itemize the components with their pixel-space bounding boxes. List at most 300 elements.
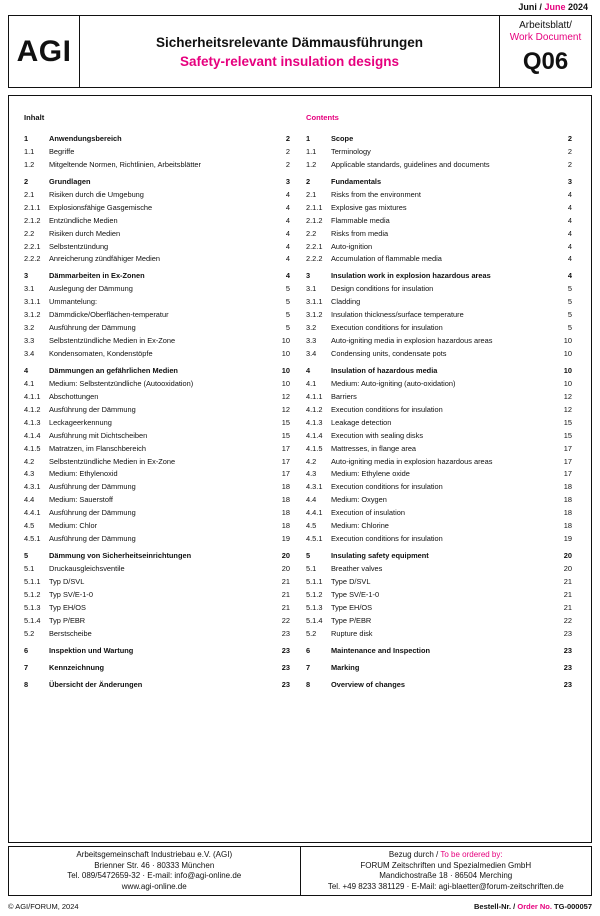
toc-section-row (306, 365, 572, 378)
toc-title: Breather valves (331, 564, 383, 573)
toc-number: 4.4 (24, 495, 35, 505)
toc-title: Execution with sealing disks (331, 430, 424, 440)
toc-subsection-row (306, 468, 572, 481)
toc-number: 2.1.1 (306, 202, 323, 212)
toc-number: 1.2 (306, 159, 317, 169)
footer-agi-line: Brienner Str. 46 · 80333 München (94, 860, 215, 870)
toc-page: 5 (285, 284, 290, 294)
toc-page: 21 (281, 576, 290, 586)
toc-number: 4.1.4 (24, 430, 41, 440)
toc-page: 21 (563, 602, 572, 612)
toc-section-row (306, 176, 572, 189)
toc-page: 4 (567, 271, 572, 281)
toc-subsection-row (306, 378, 572, 391)
toc-title: Type P/EBR (331, 615, 372, 625)
toc-subsection-row (24, 533, 290, 546)
toc-subsection-row (306, 189, 572, 202)
toc-page: 10 (563, 349, 572, 358)
toc-title: Matratzen, im Flanschbereich (49, 443, 146, 453)
toc-title: Ausführung der Dämmung (49, 323, 136, 333)
document-header (8, 15, 592, 88)
toc-subsection-row (306, 533, 572, 546)
toc-title: Ausführung der Dämmung (49, 482, 136, 492)
toc-title: Design conditions for insulation (331, 284, 434, 294)
toc-number: 8 (24, 679, 29, 689)
toc-title: Selbstentzündliche Medien in Ex-Zone (49, 336, 176, 346)
toc-number: 4.1 (306, 378, 317, 388)
toc-number: 4.1.1 (306, 391, 323, 401)
toc-page: 4 (285, 202, 290, 212)
publisher-footer (8, 846, 592, 896)
toc-subsection-row (306, 520, 572, 533)
toc-page: 5 (567, 323, 572, 333)
toc-subsection-row (24, 215, 290, 228)
toc-page: 21 (281, 589, 290, 599)
toc-page: 18 (281, 495, 290, 505)
toc-page: 4 (285, 189, 290, 199)
toc-number: 3.1.2 (306, 310, 323, 320)
toc-title: Applicable standards, guidelines and documents (331, 159, 490, 169)
toc-number: 5.1.4 (306, 615, 323, 625)
footer-order-address (300, 847, 592, 895)
toc-number: 4.4 (306, 495, 317, 505)
toc-page: 12 (281, 404, 290, 414)
toc-section-row (24, 365, 290, 378)
toc-title: Selbstentzündung (49, 241, 109, 251)
toc-title: Medium: Selbstentzündliche (Autooxidation) (49, 378, 194, 388)
toc-number: 8 (306, 679, 311, 689)
toc-number: 5.1.2 (24, 589, 41, 599)
toc-english (306, 113, 572, 691)
toc-subsection-row (24, 628, 290, 641)
toc-title: Risks from the environment (331, 189, 421, 199)
toc-subsection-row (24, 159, 290, 172)
toc-title: Dämmung von Sicherheitseinrichtungen (49, 551, 192, 561)
toc-title: Overview of changes (331, 679, 405, 689)
toc-subsection-row (306, 391, 572, 404)
toc-number: 2.1.2 (306, 215, 323, 225)
footer-agi-line: Tel. 089/5472659-32 · E-mail: info@agi-online.de (67, 871, 242, 880)
toc-subsection-row (24, 494, 290, 507)
toc-page: 10 (281, 365, 290, 375)
order-title-sep: / (433, 850, 441, 859)
toc-subsection-row (306, 228, 572, 241)
toc-title: Barriers (331, 391, 357, 401)
toc-title: Begriffe (49, 146, 75, 156)
toc-number: 3.3 (24, 336, 35, 346)
toc-section-row (24, 176, 290, 189)
toc-subsection-row (24, 468, 290, 481)
toc-number: 4 (306, 365, 311, 375)
toc-page: 4 (567, 241, 572, 251)
toc-title: Abschottungen (49, 391, 99, 401)
toc-subsection-row (24, 563, 290, 576)
toc-page: 2 (567, 146, 572, 156)
toc-title: Execution of insulation (331, 508, 405, 518)
toc-subsection-row (306, 615, 572, 628)
toc-subsection-row (24, 309, 290, 322)
toc-title: Auto-igniting media in explosion hazardous areas (331, 336, 493, 346)
toc-page: 19 (563, 534, 572, 544)
toc-number: 3.1.1 (306, 297, 323, 307)
toc-number: 4.1 (24, 378, 35, 388)
toc-subsection-row (24, 189, 290, 202)
toc-title: Execution conditions for insulation (331, 404, 443, 414)
toc-page: 23 (563, 628, 572, 638)
toc-number: 2.1 (306, 189, 317, 199)
toc-title: Dämmungen an gefährlichen Medien (49, 365, 178, 375)
toc-number: 2.2 (306, 228, 317, 238)
toc-number: 3 (24, 271, 29, 281)
toc-page: 15 (281, 430, 290, 440)
issue-month-de: Juni (518, 2, 537, 12)
toc-page: 23 (281, 628, 290, 638)
toc-number: 2.1.2 (24, 215, 41, 225)
toc-title: Typ P/EBR (49, 615, 86, 625)
toc-subsection-row (306, 456, 572, 469)
toc-title: Mattresses, in flange area (331, 443, 417, 453)
toc-section-row (306, 662, 572, 675)
toc-page: 5 (285, 297, 290, 307)
title-german: Sicherheitsrelevante Dämmausführungen (155, 34, 424, 50)
toc-page: 4 (567, 254, 572, 264)
toc-number: 4.5 (306, 521, 317, 531)
toc-subsection-row (24, 202, 290, 215)
toc-title: Execution conditions for insulation (331, 482, 443, 492)
toc-page: 2 (567, 134, 572, 143)
toc-number: 5.1.1 (306, 576, 323, 586)
toc-title: Entzündliche Medien (49, 215, 118, 225)
order-title-de: Bezug durch (388, 850, 434, 859)
toc-title: Type EH/OS (331, 602, 373, 612)
issue-date (518, 2, 588, 12)
toc-number: 6 (24, 645, 29, 655)
toc-subsection-row (24, 404, 290, 417)
toc-section-row (306, 133, 572, 146)
toc-title: Kondensomaten, Kondenstöpfe (49, 349, 153, 358)
toc-page: 4 (567, 202, 572, 212)
toc-number: 4 (24, 365, 29, 375)
toc-page: 18 (281, 482, 290, 492)
toc-subsection-row (306, 443, 572, 456)
toc-number: 2.2 (24, 228, 35, 238)
toc-section-row (306, 645, 572, 658)
toc-number: 4.4.1 (306, 508, 323, 518)
toc-title: Dämmdicke/Oberflächen-temperatur (49, 310, 169, 320)
toc-page: 17 (281, 443, 290, 453)
toc-title: Berstscheibe (49, 628, 92, 638)
toc-section-row (24, 550, 290, 563)
toc-section-row (24, 133, 290, 146)
toc-title: Type D/SVL (331, 576, 371, 586)
toc-subsection-row (306, 322, 572, 335)
toc-number: 2 (306, 176, 311, 186)
toc-page: 4 (567, 215, 572, 225)
toc-subsection-row (306, 507, 572, 520)
order-title-en: To be ordered by: (440, 850, 503, 859)
toc-page: 20 (563, 564, 572, 573)
toc-title: Risiken durch Medien (49, 228, 121, 238)
toc-title: Insulating safety equipment (331, 551, 429, 561)
toc-title: Auslegung der Dämmung (49, 284, 133, 294)
toc-title: Terminology (331, 146, 371, 156)
toc-number: 4.3.1 (306, 482, 323, 492)
toc-subsection-row (24, 481, 290, 494)
toc-title: Explosionsfähige Gasgemische (49, 202, 153, 212)
toc-title: Scope (331, 134, 354, 143)
toc-page: 5 (567, 297, 572, 307)
toc-number: 3.4 (24, 349, 35, 358)
toc-page: 17 (563, 443, 572, 453)
toc-subsection-row (24, 615, 290, 628)
contents-panel (8, 95, 592, 843)
toc-page: 15 (281, 417, 290, 427)
toc-title: Anreicherung zündfähiger Medien (49, 254, 160, 264)
toc-title: Typ EH/OS (49, 602, 86, 612)
issue-year: 2024 (567, 2, 588, 12)
toc-number: 1 (306, 134, 311, 143)
toc-subsection-row (306, 241, 572, 254)
toc-number: 5 (306, 551, 311, 561)
toc-title: Medium: Ethylene oxide (331, 469, 410, 479)
toc-page: 18 (563, 521, 572, 531)
toc-number: 3.1 (306, 284, 317, 294)
toc-page: 15 (563, 430, 572, 440)
toc-subsection-row (24, 576, 290, 589)
toc-subsection-row (24, 253, 290, 266)
toc-page: 4 (285, 228, 290, 238)
toc-title: Medium: Chlorine (331, 521, 389, 531)
toc-number: 2.2.2 (306, 254, 323, 264)
toc-title: Dämmarbeiten in Ex-Zonen (49, 271, 145, 281)
toc-number: 4.1.1 (24, 391, 41, 401)
toc-subsection-row (306, 253, 572, 266)
toc-section-row (24, 645, 290, 658)
toc-subsection-row (24, 335, 290, 348)
toc-page: 23 (281, 662, 290, 672)
toc-page: 19 (281, 534, 290, 544)
title-block (80, 16, 500, 87)
toc-number: 2 (24, 176, 29, 186)
worksheet-code: Q06 (522, 48, 569, 75)
toc-subsection-row (24, 430, 290, 443)
toc-page: 23 (281, 679, 290, 689)
footer-agi-address (9, 847, 300, 895)
toc-title: Ausführung mit Dichtscheiben (49, 430, 148, 440)
toc-page: 17 (563, 456, 572, 466)
toc-page: 18 (563, 508, 572, 518)
worksheet-box (500, 16, 591, 87)
toc-number: 5 (24, 551, 29, 561)
toc-page: 20 (563, 551, 572, 561)
toc-title: Inspektion und Wartung (49, 645, 134, 655)
toc-number: 5.2 (306, 628, 317, 638)
toc-subsection-row (24, 283, 290, 296)
toc-title: Grundlagen (49, 176, 91, 186)
toc-subsection-row (306, 563, 572, 576)
toc-number: 2.1 (24, 189, 35, 199)
toc-subsection-row (306, 159, 572, 172)
toc-title: Medium: Oxygen (331, 495, 387, 505)
toc-title: Leckageerkennung (49, 417, 112, 427)
toc-number: 4.3 (306, 469, 317, 479)
toc-section-row (24, 679, 290, 692)
worksheet-label-de: Arbeitsblatt/ (519, 20, 572, 31)
toc-title: Medium: Auto-igniting (auto-oxidation) (331, 378, 456, 388)
title-english: Safety-relevant insulation designs (179, 53, 400, 69)
toc-page: 18 (281, 521, 290, 531)
toc-subsection-row (24, 378, 290, 391)
toc-title: Condensing units, condensate pots (331, 349, 447, 358)
toc-subsection-row (306, 576, 572, 589)
toc-title: Leakage detection (331, 417, 392, 427)
toc-title: Ausführung der Dämmung (49, 534, 136, 544)
toc-subsection-row (306, 417, 572, 430)
toc-number: 2.2.1 (24, 241, 41, 251)
toc-number: 3.3 (306, 336, 317, 346)
footer-order-line: FORUM Zeitschriften und Spezialmedien GmbH (360, 860, 532, 870)
toc-page: 5 (285, 310, 290, 320)
toc-subsection-row (306, 602, 572, 615)
toc-title: Anwendungsbereich (49, 134, 122, 143)
toc-subsection-row (24, 296, 290, 309)
toc-number: 4.1.5 (24, 443, 41, 453)
toc-title: Typ SV/E-1-0 (49, 589, 93, 599)
toc-number: 5.2 (24, 628, 35, 638)
toc-page: 12 (281, 391, 290, 401)
toc-subsection-row (306, 335, 572, 348)
toc-number: 2.2.1 (306, 241, 323, 251)
order-number-value: TG-000057 (554, 902, 592, 911)
toc-number: 3.1.2 (24, 310, 41, 320)
toc-page: 17 (281, 456, 290, 466)
toc-title: Accumulation of flammable media (331, 254, 442, 264)
toc-number: 1.1 (24, 146, 35, 156)
toc-number: 4.3.1 (24, 482, 41, 492)
toc-subsection-row (24, 391, 290, 404)
toc-title: Insulation thickness/surface temperature (331, 310, 464, 320)
toc-number: 7 (24, 662, 29, 672)
toc-number: 5.1.2 (306, 589, 323, 599)
toc-title: Risiken durch die Umgebung (49, 189, 144, 199)
toc-title: Kennzeichnung (49, 662, 105, 672)
toc-subsection-row (306, 628, 572, 641)
toc-title: Insulation of hazardous media (331, 365, 438, 375)
toc-page: 4 (285, 215, 290, 225)
toc-page: 4 (567, 228, 572, 238)
toc-page: 2 (285, 146, 290, 156)
order-label-sep: / (511, 902, 518, 911)
toc-subsection-row (24, 228, 290, 241)
toc-number: 4.1.2 (306, 404, 323, 414)
toc-subsection-row (306, 202, 572, 215)
issue-month-en: June (544, 2, 566, 12)
toc-page: 22 (563, 615, 572, 625)
footer-agi-line: www.agi-online.de (121, 881, 187, 891)
toc-number: 4.1.4 (306, 430, 323, 440)
toc-number: 5.1.3 (306, 602, 323, 612)
toc-subsection-row (24, 520, 290, 533)
toc-german (24, 113, 290, 691)
toc-subsection-row (24, 417, 290, 430)
toc-title: Explosive gas mixtures (331, 202, 407, 212)
toc-page: 10 (563, 365, 572, 375)
toc-subsection-row (306, 309, 572, 322)
copyright: © AGI/FORUM, 2024 (8, 902, 79, 911)
toc-number: 4.1.5 (306, 443, 323, 453)
toc-heading-de: Inhalt (24, 113, 45, 122)
toc-title: Übersicht der Änderungen (49, 679, 143, 689)
toc-page: 20 (281, 564, 290, 573)
toc-page: 23 (563, 679, 572, 689)
toc-page: 21 (281, 602, 290, 612)
footer-order-title (389, 850, 503, 861)
order-label-en: Order No. (517, 902, 552, 911)
toc-list-en (306, 133, 572, 691)
toc-page: 2 (567, 159, 572, 169)
toc-page: 23 (281, 645, 290, 655)
toc-page: 17 (281, 469, 290, 479)
toc-number: 3.4 (306, 349, 317, 358)
toc-section-row (24, 662, 290, 675)
toc-heading-en: Contents (306, 113, 339, 122)
toc-title: Medium: Chlor (49, 521, 98, 531)
toc-number: 5.1 (306, 564, 317, 573)
toc-subsection-row (306, 296, 572, 309)
toc-number: 5.1.3 (24, 602, 41, 612)
toc-number: 5.1.1 (24, 576, 41, 586)
toc-section-row (306, 550, 572, 563)
toc-page: 20 (281, 551, 290, 561)
toc-number: 4.5.1 (306, 534, 323, 544)
toc-page: 12 (563, 404, 572, 414)
toc-page: 17 (563, 469, 572, 479)
toc-page: 23 (563, 645, 572, 655)
toc-page: 23 (563, 662, 572, 672)
toc-page: 22 (281, 615, 290, 625)
toc-page: 3 (285, 176, 290, 186)
toc-page: 4 (285, 271, 290, 281)
issue-date-sep: / (536, 2, 545, 12)
toc-number: 2.2.2 (24, 254, 41, 264)
toc-title: Ausführung der Dämmung (49, 404, 136, 414)
toc-subsection-row (306, 481, 572, 494)
toc-page: 4 (567, 189, 572, 199)
toc-subsection-row (306, 494, 572, 507)
toc-title: Medium: Sauerstoff (49, 495, 113, 505)
toc-subsection-row (24, 322, 290, 335)
toc-section-row (306, 679, 572, 692)
toc-page: 2 (285, 159, 290, 169)
toc-title: Ausführung der Dämmung (49, 508, 136, 518)
toc-page: 10 (281, 378, 290, 388)
toc-title: Marking (331, 662, 360, 672)
toc-page: 12 (563, 391, 572, 401)
toc-title: Mitgeltende Normen, Richtlinien, Arbeitsblätter (49, 159, 201, 169)
toc-title: Rupture disk (331, 628, 373, 638)
toc-number: 4.5 (24, 521, 35, 531)
toc-number: 4.5.1 (24, 534, 41, 544)
toc-list-de (24, 133, 290, 691)
toc-title: Flammable media (331, 215, 390, 225)
toc-subsection-row (24, 589, 290, 602)
toc-page: 18 (563, 495, 572, 505)
toc-number: 5.1 (24, 564, 35, 573)
toc-number: 4.1.3 (306, 417, 323, 427)
toc-page: 21 (563, 576, 572, 586)
toc-title: Type SV/E-1-0 (331, 589, 380, 599)
footer-order-line: Mandichostraße 18 · 86504 Merching (379, 871, 513, 880)
